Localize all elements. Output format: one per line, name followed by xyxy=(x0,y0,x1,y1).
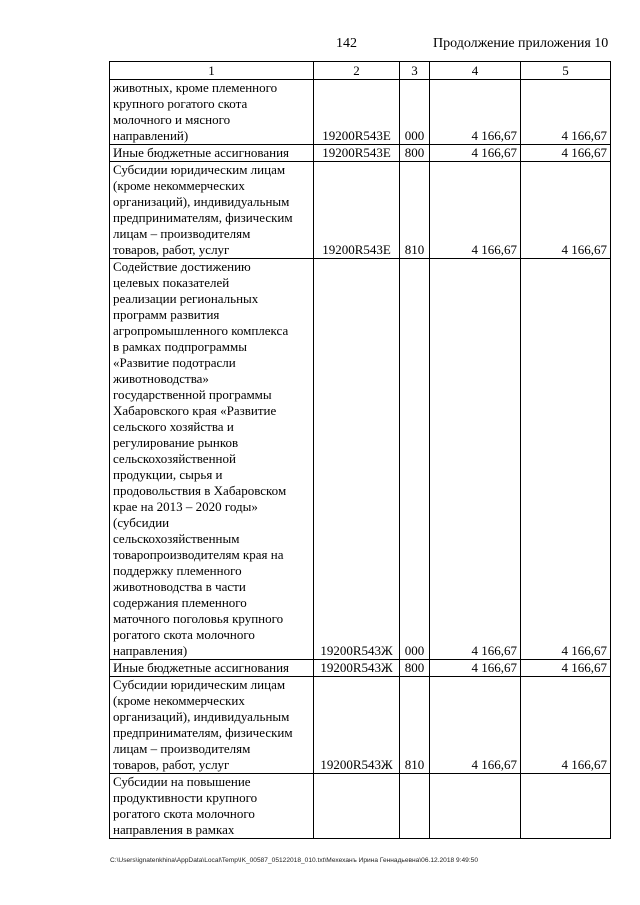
row-sum-col5: 4 166,67 xyxy=(521,145,611,162)
description-line: Субсидии на повышение xyxy=(113,774,251,789)
row-sum-col5: 4 166,67 xyxy=(521,660,611,677)
table-row xyxy=(110,145,611,162)
description-line: продовольствия в Хабаровском xyxy=(113,483,287,498)
description-line: товаров, работ, услуг xyxy=(113,242,230,257)
column-header: 4 xyxy=(430,62,521,80)
description-line: Хабаровского края «Развитие xyxy=(113,403,277,418)
table-row xyxy=(110,162,611,259)
row-code: 19200R543Ж xyxy=(314,259,400,660)
description-line: Иные бюджетные ассигнования xyxy=(113,145,290,160)
description-line: (кроме некоммерческих xyxy=(113,693,245,708)
table-body xyxy=(110,80,611,839)
row-code: 19200R543E xyxy=(314,145,400,162)
description-line: поддержку племенного xyxy=(113,563,242,578)
row-code: 19200R543Ж xyxy=(314,677,400,774)
table-header-row xyxy=(110,62,611,80)
description-line: реализации региональных xyxy=(113,291,259,306)
description-line: сельскохозяйственной xyxy=(113,451,236,466)
row-sum-col5 xyxy=(521,774,611,839)
budget-table xyxy=(109,61,611,839)
description-line: животноводства в части xyxy=(113,579,246,594)
row-kvr: 000 xyxy=(400,80,430,145)
table-row xyxy=(110,80,611,145)
description-line: Субсидии юридическим лицам xyxy=(113,677,286,692)
row-code: 19200R543E xyxy=(314,80,400,145)
description-line: рогатого скота молочного xyxy=(113,627,255,642)
row-kvr: 810 xyxy=(400,677,430,774)
row-sum-col5: 4 166,67 xyxy=(521,677,611,774)
description-line: крае на 2013 – 2020 годы» xyxy=(113,499,258,514)
continuation-label: Продолжение приложения 10 xyxy=(433,36,609,51)
description-line: государственной программы xyxy=(113,387,272,402)
description-line: животноводства» xyxy=(113,371,209,386)
description-line: «Развитие подотрасли xyxy=(113,355,236,370)
row-description xyxy=(110,774,314,839)
description-line: (кроме некоммерческих xyxy=(113,178,245,193)
description-line: содержания племенного xyxy=(113,595,247,610)
row-sum-col4: 4 166,67 xyxy=(430,162,521,259)
description-line: Субсидии юридическим лицам xyxy=(113,162,286,177)
row-sum-col4: 4 166,67 xyxy=(430,677,521,774)
description-line: организаций), индивидуальным xyxy=(113,709,290,724)
description-line: целевых показателей xyxy=(113,275,230,290)
row-kvr: 800 xyxy=(400,145,430,162)
row-description xyxy=(110,259,314,660)
row-sum-col5: 4 166,67 xyxy=(521,162,611,259)
row-sum-col4: 4 166,67 xyxy=(430,660,521,677)
description-line: сельскохозяйственным xyxy=(113,531,240,546)
description-line: организаций), индивидуальным xyxy=(113,194,290,209)
row-description xyxy=(110,162,314,259)
row-code xyxy=(314,774,400,839)
description-line: сельского хозяйства и xyxy=(113,419,234,434)
row-code: 19200R543E xyxy=(314,162,400,259)
row-description xyxy=(110,677,314,774)
description-line: товаропроизводителям края на xyxy=(113,547,284,562)
row-sum-col4: 4 166,67 xyxy=(430,80,521,145)
description-line: программ развития xyxy=(113,307,220,322)
row-kvr: 800 xyxy=(400,660,430,677)
row-description xyxy=(110,145,314,162)
description-line: направлений) xyxy=(113,128,189,143)
description-line: (субсидии xyxy=(113,515,170,530)
row-kvr: 000 xyxy=(400,259,430,660)
description-line: лицам – производителям xyxy=(113,741,251,756)
description-line: регулирование рынков xyxy=(113,435,239,450)
description-line: агропромышленного комплекса xyxy=(113,323,289,338)
column-header: 1 xyxy=(110,62,314,80)
footer-path: C:\Users\ignatenkhina\AppData\Local\Temp\IK_00587_05122018_010.txt\Мехеханъ Ирина Геннадьевна\06.12.2018 9:49:50 xyxy=(110,857,478,864)
table-row xyxy=(110,259,611,660)
description-line: маточного поголовья крупного xyxy=(113,611,284,626)
column-header: 3 xyxy=(400,62,430,80)
description-line: предпринимателям, физическим xyxy=(113,725,293,740)
description-line: продуктивности крупного xyxy=(113,790,258,805)
table-row xyxy=(110,677,611,774)
table-row xyxy=(110,774,611,839)
description-line: направления) xyxy=(113,643,188,658)
row-kvr: 810 xyxy=(400,162,430,259)
description-line: молочного и мясного xyxy=(113,112,231,127)
description-line: в рамках подпрограммы xyxy=(113,339,247,354)
description-line: животных, кроме племенного xyxy=(113,80,278,95)
column-header: 2 xyxy=(314,62,400,80)
row-sum-col5: 4 166,67 xyxy=(521,259,611,660)
row-sum-col4: 4 166,67 xyxy=(430,259,521,660)
description-line: Содействие достижению xyxy=(113,259,251,274)
description-line: Иные бюджетные ассигнования xyxy=(113,660,290,675)
row-sum-col4: 4 166,67 xyxy=(430,145,521,162)
row-code: 19200R543Ж xyxy=(314,660,400,677)
row-kvr xyxy=(400,774,430,839)
row-description xyxy=(110,80,314,145)
row-sum-col5: 4 166,67 xyxy=(521,80,611,145)
description-line: товаров, работ, услуг xyxy=(113,757,230,772)
description-line: продукции, сырья и xyxy=(113,467,223,482)
description-line: лицам – производителям xyxy=(113,226,251,241)
page-number: 142 xyxy=(336,36,357,51)
description-line: направления в рамках xyxy=(113,822,235,837)
description-line: крупного рогатого скота xyxy=(113,96,248,111)
description-line: рогатого скота молочного xyxy=(113,806,255,821)
description-line: предпринимателям, физическим xyxy=(113,210,293,225)
row-sum-col4 xyxy=(430,774,521,839)
column-header: 5 xyxy=(521,62,611,80)
row-description xyxy=(110,660,314,677)
table-row xyxy=(110,660,611,677)
